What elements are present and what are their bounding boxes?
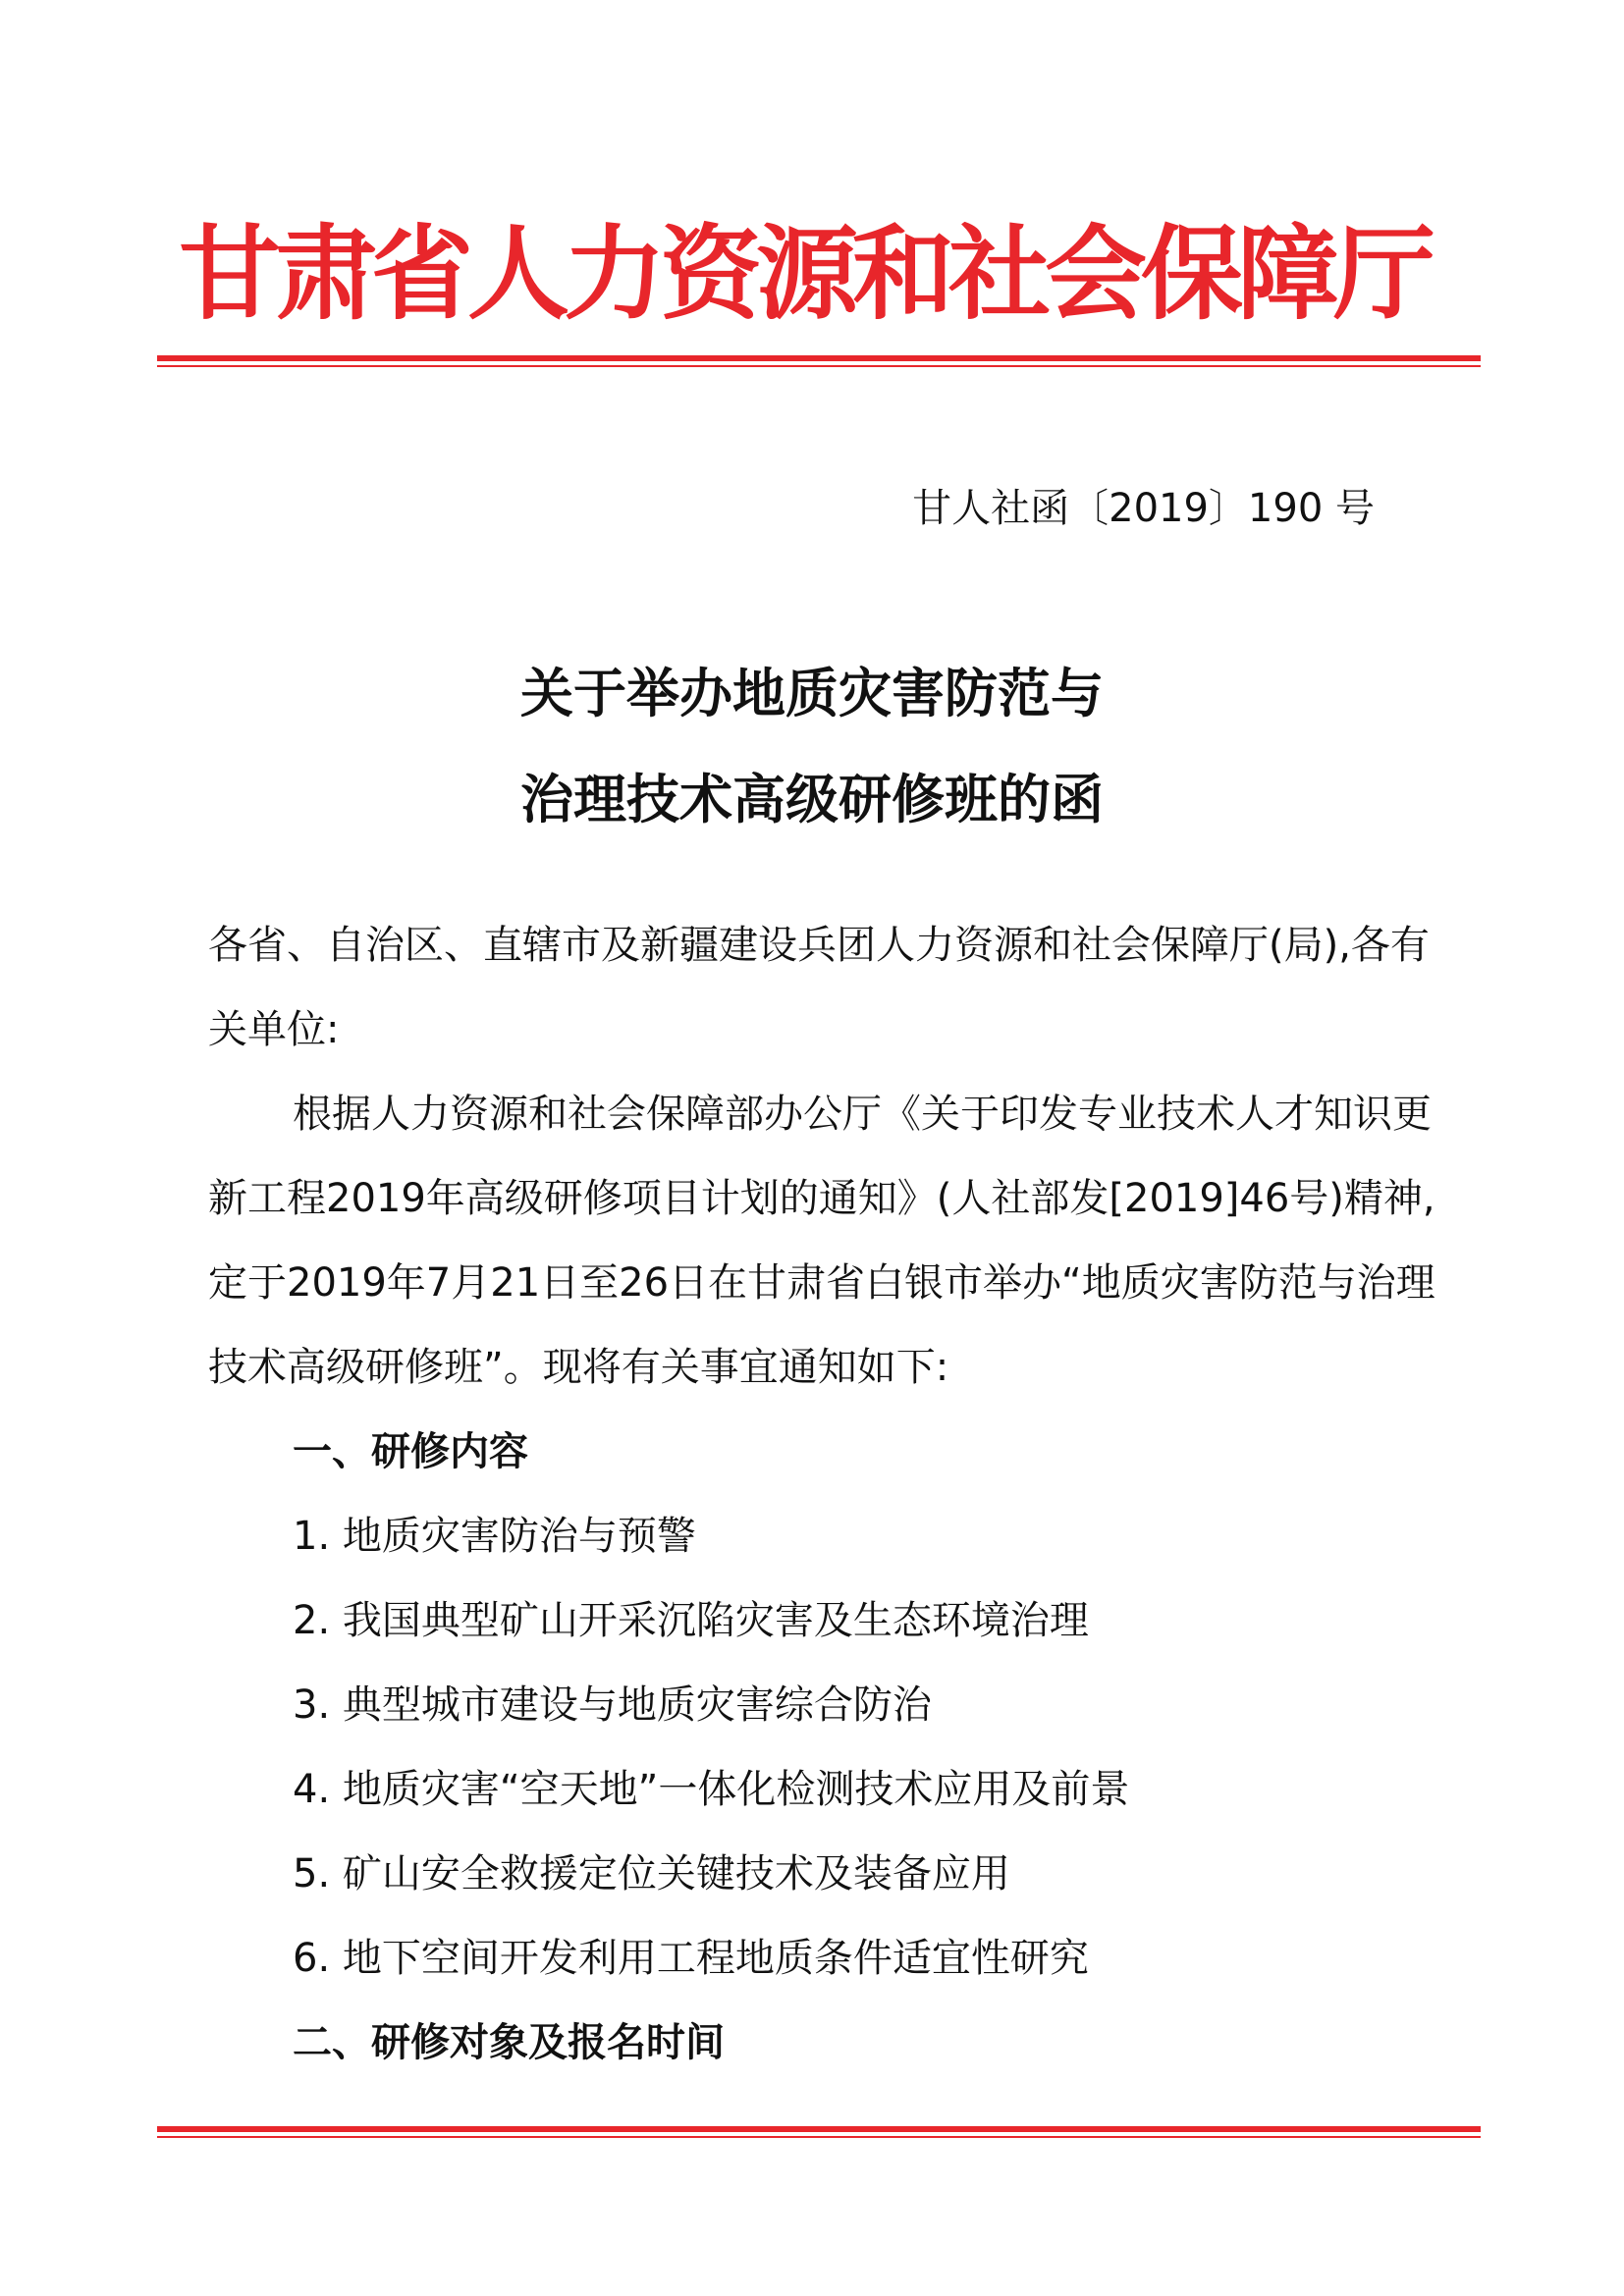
section-heading-participants: 二、研修对象及报名时间: [293, 2020, 725, 2065]
document-title-line-2: 治理技术高级研修班的函: [520, 768, 1104, 830]
section-heading-content: 一、研修内容: [293, 1429, 528, 1474]
content-item: 5. 矿山安全救援定位关键技术及装备应用: [293, 1851, 1010, 1896]
document-title-line-1: 关于举办地质灾害防范与: [520, 662, 1104, 724]
agency-header-title: 甘肃省人力资源和社会保障厅: [179, 213, 1431, 334]
document-number: 甘人社函〔2019〕190 号: [912, 486, 1375, 531]
content-item: 1. 地质灾害防治与预警: [293, 1514, 696, 1559]
document-body: [208, 903, 1435, 2085]
header-divider: [157, 355, 1481, 367]
content-item: 4. 地质灾害“空天地”一体化检测技术应用及前景: [293, 1767, 1130, 1812]
content-item: 6. 地下空间开发利用工程地质条件适宜性研究: [293, 1936, 1089, 1981]
content-item: 3. 典型城市建设与地质灾害综合防治: [293, 1682, 932, 1728]
addressee: 各省、自治区、直辖市及新疆建设兵团人力资源和社会保障厅(局),各有关单位:: [208, 923, 1430, 1052]
intro-paragraph: 根据人力资源和社会保障部办公厅《关于印发专业技术人才知识更新工程2019年高级研修项目计划的通知》(人社部发[2019]46号)精神,定于2019年7月21日至26日在甘肃省白银市举办“地质灾害防范与治理技术高级研修班”。现将有关事宜通知如下:: [208, 1092, 1435, 1390]
footer-divider: [157, 2126, 1481, 2138]
document-title: [0, 640, 1624, 852]
content-item: 2. 我国典型矿山开采沉陷灾害及生态环境治理: [293, 1598, 1089, 1643]
